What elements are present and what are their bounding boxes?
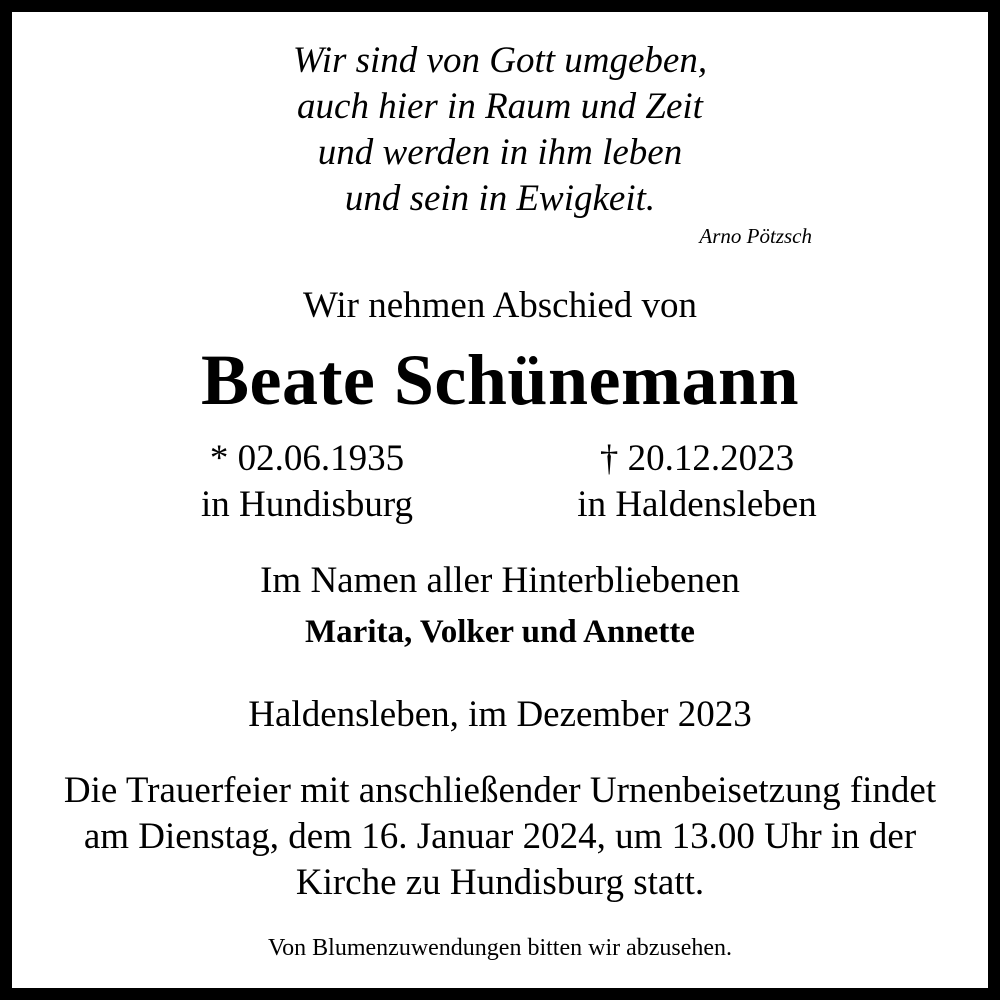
poem-line-4: und sein in Ewigkeit. (344, 178, 656, 219)
place-date: Haldensleben, im Dezember 2023 (248, 694, 752, 735)
birth-place: in Hundisburg (200, 484, 414, 525)
poem-line-1: Wir sind von Gott umgeben, (292, 40, 708, 81)
birth-date: * 02.06.1935 (209, 438, 405, 479)
death-place: in Haldensleben (577, 484, 817, 525)
flowers-note: Von Blumenzuwendungen bitten wir abzusehen. (267, 935, 733, 961)
poem-author: Arno Pötzsch (699, 224, 812, 248)
funeral-line-3: Kirche zu Hundisburg statt. (295, 862, 705, 903)
mourners-names: Marita, Volker und Annette (305, 614, 695, 650)
deceased-name: Beate Schünemann (200, 340, 800, 420)
mourners-intro: Im Namen aller Hinterbliebenen (260, 560, 740, 601)
poem-line-2: auch hier in Raum und Zeit (297, 86, 703, 127)
funeral-line-2: am Dienstag, dem 16. Januar 2024, um 13.00 Uhr in der (83, 816, 917, 857)
farewell-intro: Wir nehmen Abschied von (302, 285, 698, 326)
death-date: † 20.12.2023 (599, 438, 795, 479)
funeral-line-1: Die Trauerfeier mit anschließender Urnenbeisetzung findet (63, 770, 937, 811)
poem-line-3: und werden in ihm leben (317, 132, 683, 173)
